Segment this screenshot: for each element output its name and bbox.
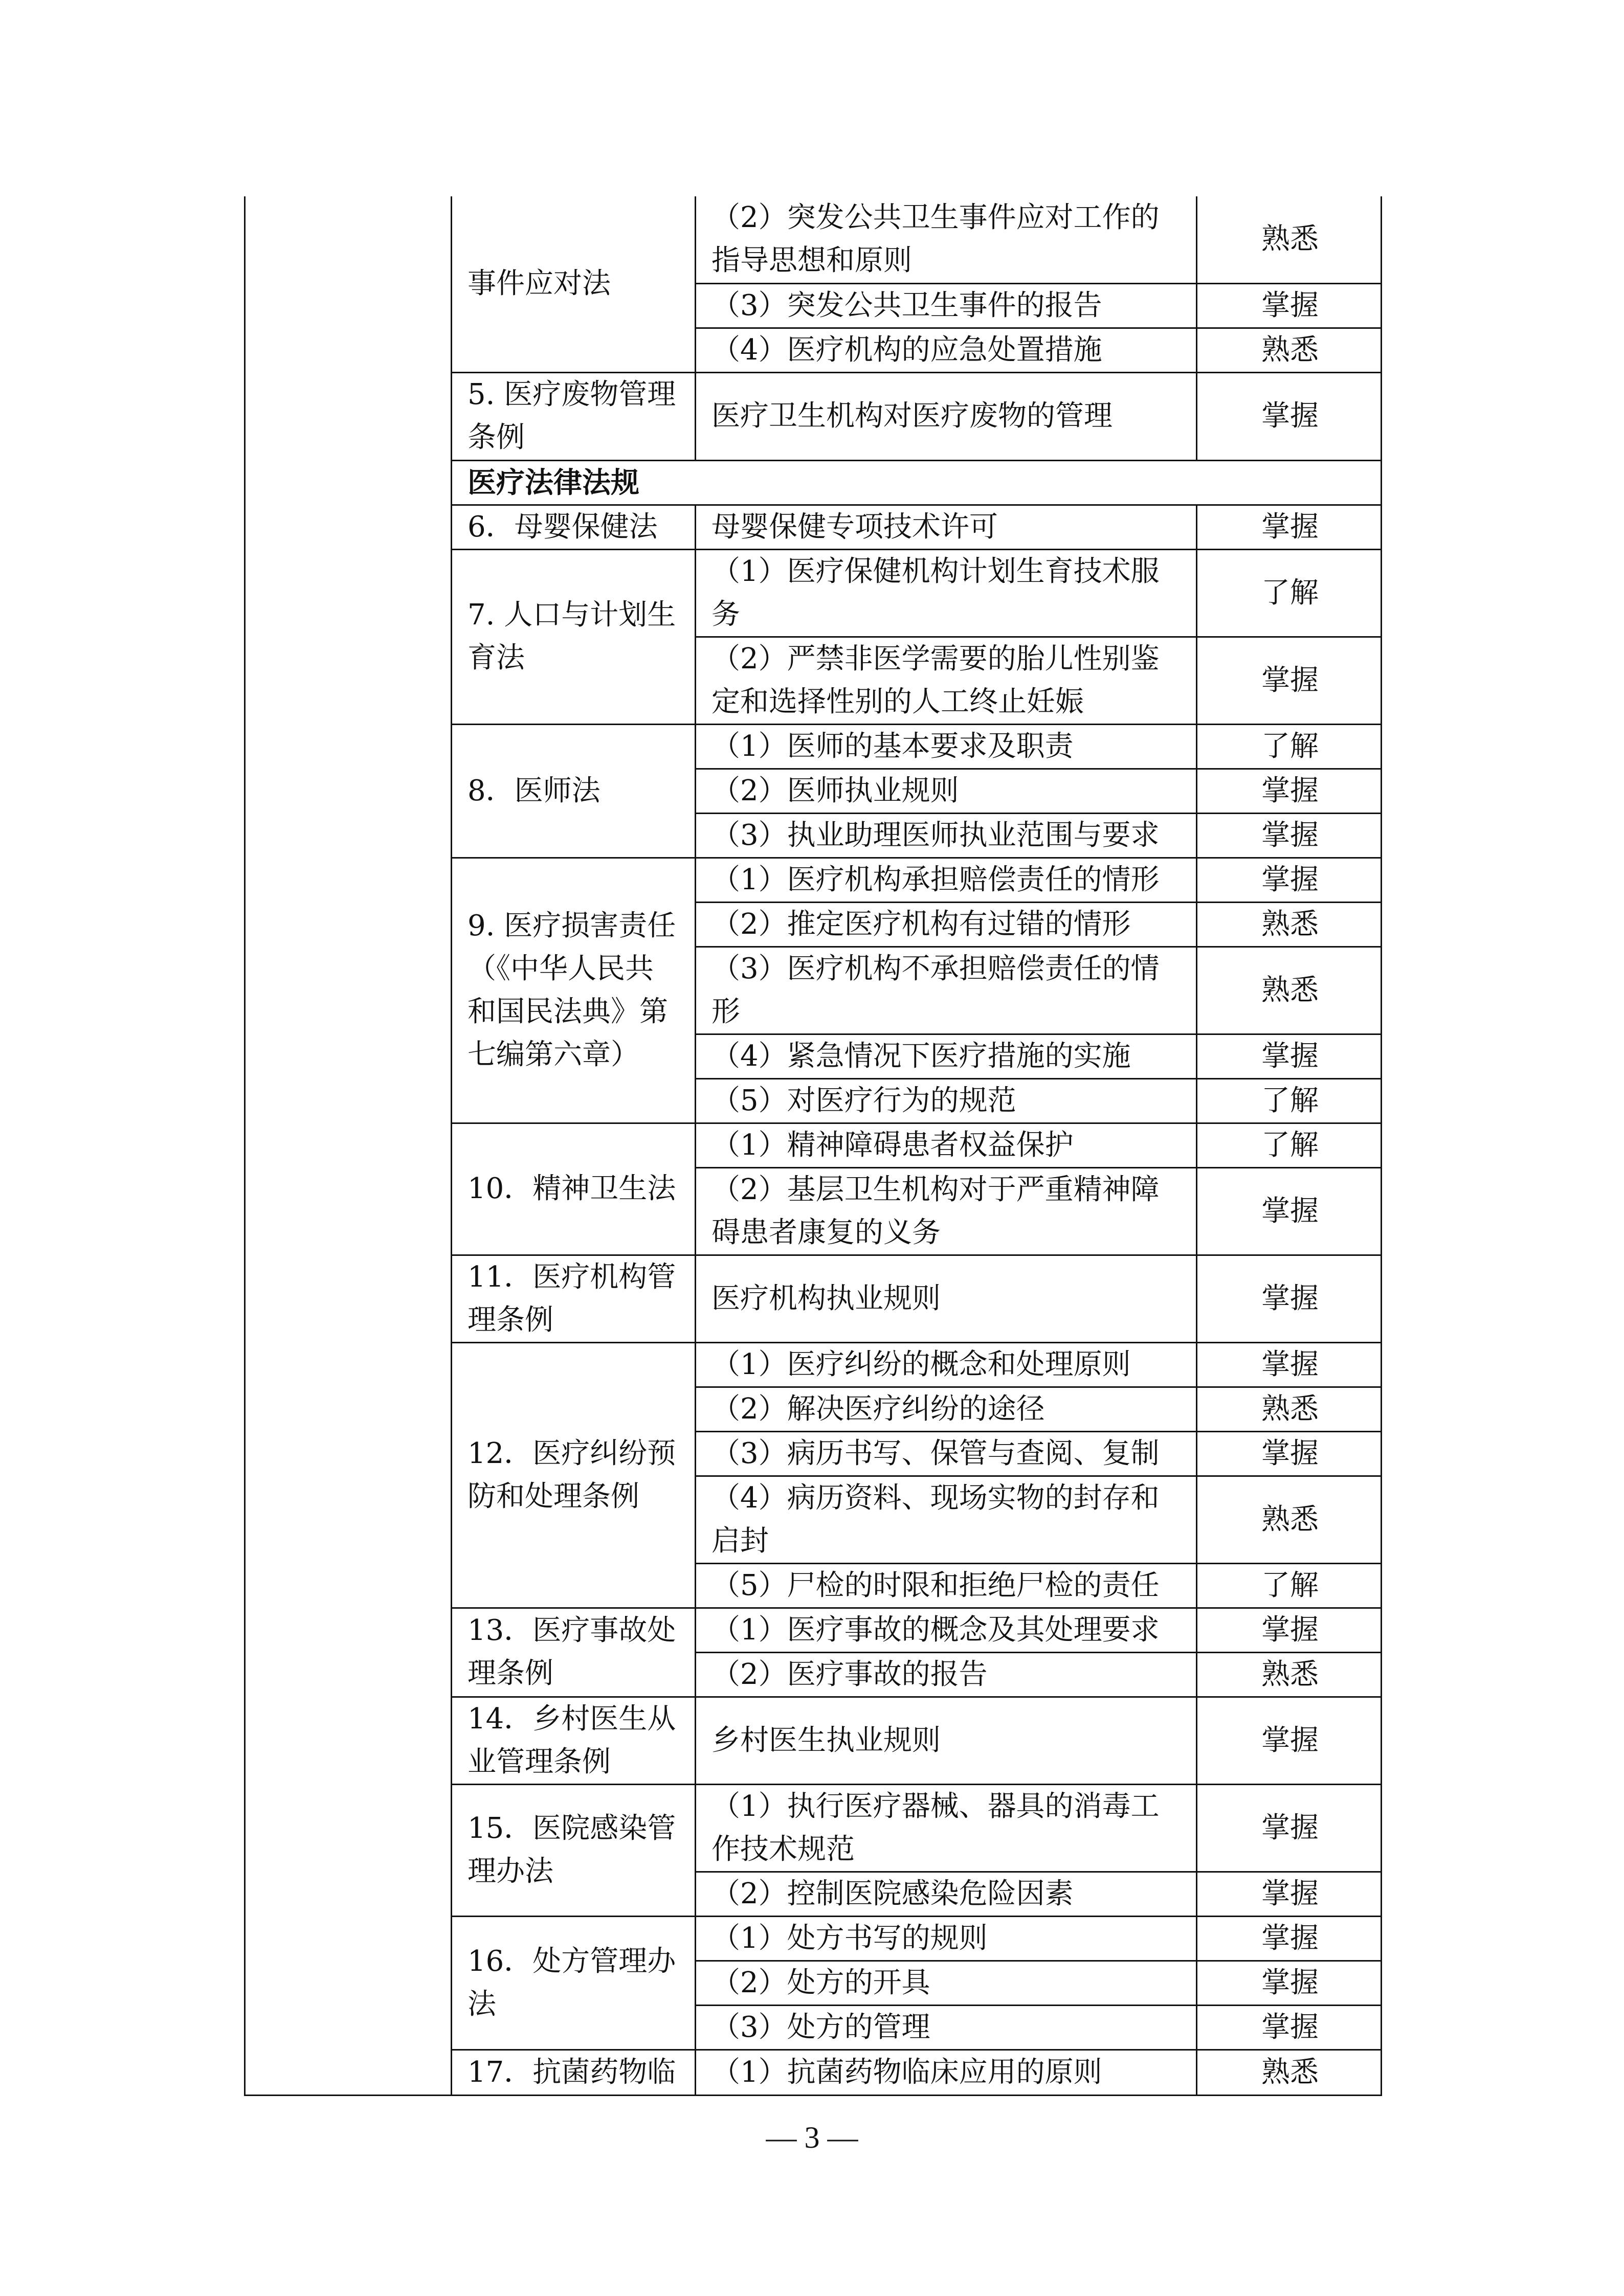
requirement-level-cell: 熟悉 xyxy=(1197,196,1382,283)
content-cell: （3）执业助理医师执业范围与要求 xyxy=(696,813,1197,858)
law-name-cell: 17．抗菌药物临 xyxy=(452,2050,696,2095)
requirement-level-cell: 掌握 xyxy=(1197,1916,1382,1961)
content-cell: （1）医师的基本要求及职责 xyxy=(696,724,1197,769)
content-cell: （2）推定医疗机构有过错的情形 xyxy=(696,902,1197,947)
requirement-level-cell: 熟悉 xyxy=(1197,1387,1382,1431)
law-name-cell: 11．医疗机构管理条例 xyxy=(452,1255,696,1342)
content-cell: （2）严禁非医学需要的胎儿性别鉴定和选择性别的人工终止妊娠 xyxy=(696,637,1197,724)
content-cell: （4）病历资料、现场实物的封存和启封 xyxy=(696,1476,1197,1563)
requirement-level-cell: 熟悉 xyxy=(1197,1476,1382,1563)
content-cell: 乡村医生执业规则 xyxy=(696,1697,1197,1784)
requirement-level-cell: 了解 xyxy=(1197,724,1382,769)
content-cell: （1）医疗纠纷的概念和处理原则 xyxy=(696,1342,1197,1387)
requirement-level-cell: 掌握 xyxy=(1197,637,1382,724)
section-title: 医疗法律法规 xyxy=(452,460,1382,505)
content-cell: （1）医疗机构承担赔偿责任的情形 xyxy=(696,858,1197,902)
requirement-level-cell: 熟悉 xyxy=(1197,1652,1382,1697)
law-name-cell: 14．乡村医生从业管理条例 xyxy=(452,1697,696,1784)
content-cell: （3）处方的管理 xyxy=(696,2005,1197,2050)
requirement-level-cell: 熟悉 xyxy=(1197,2050,1382,2095)
requirement-level-cell: 掌握 xyxy=(1197,1784,1382,1872)
content-cell: （2）医师执业规则 xyxy=(696,769,1197,813)
law-name-cell: 15．医院感染管理办法 xyxy=(452,1784,696,1916)
requirement-level-cell: 掌握 xyxy=(1197,1961,1382,2005)
requirement-level-cell: 掌握 xyxy=(1197,769,1382,813)
law-name-cell: 事件应对法 xyxy=(452,196,696,372)
requirement-level-cell: 掌握 xyxy=(1197,1697,1382,1784)
content-cell: （3）突发公共卫生事件的报告 xyxy=(696,283,1197,328)
law-name-cell: 10．精神卫生法 xyxy=(452,1123,696,1255)
requirement-level-cell: 掌握 xyxy=(1197,1872,1382,1916)
law-name-cell: 7. 人口与计划生育法 xyxy=(452,549,696,724)
requirement-level-cell: 掌握 xyxy=(1197,1167,1382,1255)
requirement-level-cell: 掌握 xyxy=(1197,1255,1382,1342)
requirement-level-cell: 掌握 xyxy=(1197,1034,1382,1078)
requirement-level-cell: 了解 xyxy=(1197,1123,1382,1167)
law-name-cell: 5. 医疗废物管理条例 xyxy=(452,372,696,460)
content-cell: （1）精神障碍患者权益保护 xyxy=(696,1123,1197,1167)
requirement-level-cell: 掌握 xyxy=(1197,1342,1382,1387)
content-cell: （2）解决医疗纠纷的途径 xyxy=(696,1387,1197,1431)
content-cell: （3）医疗机构不承担赔偿责任的情形 xyxy=(696,947,1197,1034)
content-cell: （1）执行医疗器械、器具的消毒工作技术规范 xyxy=(696,1784,1197,1872)
requirement-level-cell: 了解 xyxy=(1197,1078,1382,1123)
content-cell: （5）对医疗行为的规范 xyxy=(696,1078,1197,1123)
requirement-level-cell: 掌握 xyxy=(1197,858,1382,902)
law-name-cell: 13．医疗事故处理条例 xyxy=(452,1608,696,1697)
content-cell: （4）紧急情况下医疗措施的实施 xyxy=(696,1034,1197,1078)
requirement-level-cell: 掌握 xyxy=(1197,505,1382,549)
requirement-level-cell: 熟悉 xyxy=(1197,328,1382,372)
requirement-level-cell: 掌握 xyxy=(1197,372,1382,460)
requirement-level-cell: 熟悉 xyxy=(1197,902,1382,947)
content-cell: （1）医疗事故的概念及其处理要求 xyxy=(696,1608,1197,1652)
content-cell: （2）控制医院感染危险因素 xyxy=(696,1872,1197,1916)
content-cell: （2）突发公共卫生事件应对工作的指导思想和原则 xyxy=(696,196,1197,283)
law-name-cell: 6．母婴保健法 xyxy=(452,505,696,549)
content-cell: （1）医疗保健机构计划生育技术服务 xyxy=(696,549,1197,637)
page-number: — 3 — xyxy=(766,2121,858,2154)
requirement-level-cell: 熟悉 xyxy=(1197,947,1382,1034)
content-cell: （2）基层卫生机构对于严重精神障碍患者康复的义务 xyxy=(696,1167,1197,1255)
syllabus-table-body xyxy=(245,196,1382,2095)
content-cell: （2）医疗事故的报告 xyxy=(696,1652,1197,1697)
table-row xyxy=(245,196,1382,283)
content-cell: 母婴保健专项技术许可 xyxy=(696,505,1197,549)
content-cell: （5）尸检的时限和拒绝尸检的责任 xyxy=(696,1563,1197,1608)
requirement-level-cell: 了解 xyxy=(1197,549,1382,637)
law-name-cell: 16．处方管理办法 xyxy=(452,1916,696,2050)
law-name-cell: 12．医疗纠纷预防和处理条例 xyxy=(452,1342,696,1608)
requirement-level-cell: 掌握 xyxy=(1197,283,1382,328)
content-cell: （1）处方书写的规则 xyxy=(696,1916,1197,1961)
content-cell: （1）抗菌药物临床应用的原则 xyxy=(696,2050,1197,2095)
content-cell: 医疗卫生机构对医疗废物的管理 xyxy=(696,372,1197,460)
content-cell: （4）医疗机构的应急处置措施 xyxy=(696,328,1197,372)
requirement-level-cell: 掌握 xyxy=(1197,813,1382,858)
syllabus-table xyxy=(244,196,1382,2096)
law-name-cell: 8．医师法 xyxy=(452,724,696,858)
requirement-level-cell: 掌握 xyxy=(1197,2005,1382,2050)
content-cell: （3）病历书写、保管与查阅、复制 xyxy=(696,1431,1197,1476)
content-cell: （2）处方的开具 xyxy=(696,1961,1197,2005)
requirement-level-cell: 掌握 xyxy=(1197,1608,1382,1652)
law-name-cell: 9. 医疗损害责任（《中华人民共和国民法典》第七编第六章） xyxy=(452,858,696,1123)
content-cell: 医疗机构执业规则 xyxy=(696,1255,1197,1342)
requirement-level-cell: 了解 xyxy=(1197,1563,1382,1608)
unit-cell xyxy=(245,196,452,2095)
requirement-level-cell: 掌握 xyxy=(1197,1431,1382,1476)
